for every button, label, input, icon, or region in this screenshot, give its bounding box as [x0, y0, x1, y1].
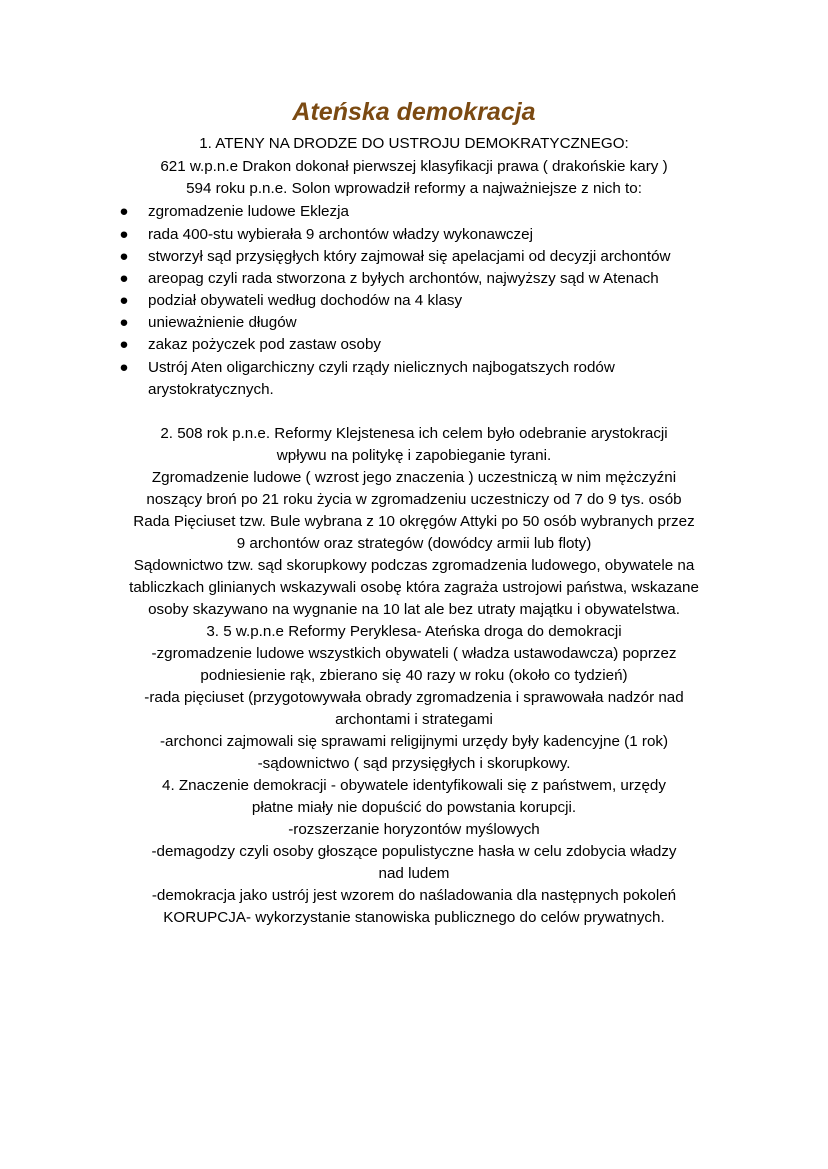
section4-line: KORUPCJA- wykorzystanie stanowiska publicznego do celów prywatnych.: [163, 909, 665, 926]
section2-line: noszący broń po 21 roku życia w zgromadzeniu uczestniczy od 7 do 9 tys. osób: [146, 491, 682, 508]
section2-line: 9 archontów oraz strategów (dowódcy armii lub floty): [236, 535, 592, 552]
section4-line: -demagodzy czyli osoby głoszące populistyczne hasła w celu zdobycia władzy: [151, 843, 677, 860]
section3-line: -archonci zajmowali się sprawami religijnymi urzędy były kadencyjne (1 rok): [159, 733, 669, 750]
bullet-text: podział obywateli według dochodów na 4 klasy: [148, 292, 463, 309]
bullet-icon: ●: [119, 292, 129, 309]
section3-line: -sądownictwo ( sąd przysięgłych i skorupkowy.: [257, 755, 571, 772]
section2-line: 2. 508 rok p.n.e. Reformy Klejstenesa ich celem było odebranie arystokracji: [160, 425, 668, 442]
section3-line: podniesienie rąk, zbierano się 40 razy w roku (około co tydzień): [200, 667, 628, 684]
bullet-text: unieważnienie długów: [148, 314, 297, 331]
section3-line: -zgromadzenie ludowe wszystkich obywateli ( władza ustawodawcza) poprzez: [151, 645, 677, 662]
section4-line: 4. Znaczenie demokracji - obywatele identyfikowali się z państwem, urzędy: [162, 777, 666, 794]
bullet-text: rada 400-stu wybierała 9 archontów władzy wykonawczej: [148, 226, 533, 243]
section1-line: 594 roku p.n.e. Solon wprowadził reformy a najważniejsze z nich to:: [186, 180, 642, 197]
section3-line: 3. 5 w.p.n.e Reformy Peryklesa- Ateńska droga do demokracji: [206, 623, 622, 640]
section4-line: -demokracja jako ustrój jest wzorem do naśladowania dla następnych pokoleń: [151, 887, 677, 904]
section2-line: wpływu na politykę i zapobieganie tyrani.: [276, 447, 552, 464]
bullet-text: zgromadzenie ludowe Eklezja: [148, 203, 349, 220]
bullet-icon: ●: [119, 270, 129, 287]
document-title: Ateńska demokracja: [292, 98, 536, 126]
bullet-icon: ●: [119, 203, 129, 220]
bullet-icon: ●: [119, 336, 129, 353]
bullet-continuation: arystokratycznych.: [148, 381, 274, 398]
section1-line: 621 w.p.n.e Drakon dokonał pierwszej klasyfikacji prawa ( drakońskie kary ): [160, 158, 668, 175]
section1-heading: 1. ATENY NA DRODZE DO USTROJU DEMOKRATYCZNEGO:: [199, 135, 629, 152]
section2-line: Sądownictwo tzw. sąd skorupkowy podczas zgromadzenia ludowego, obywatele na: [133, 557, 695, 574]
section2-line: Rada Pięciuset tzw. Bule wybrana z 10 okręgów Attyki po 50 osób wybranych przez: [133, 513, 695, 530]
section3-line: -rada pięciuset (przygotowywała obrady zgromadzenia i sprawowała nadzór nad: [144, 689, 684, 706]
bullet-icon: ●: [119, 359, 129, 376]
bullet-icon: ●: [119, 248, 129, 265]
section4-line: płatne miały nie dopuścić do powstania korupcji.: [251, 799, 577, 816]
bullet-text: Ustrój Aten oligarchiczny czyli rządy nielicznych najbogatszych rodów: [148, 359, 615, 376]
bullet-text: stworzył sąd przysięgłych który zajmował się apelacjami od decyzji archontów: [148, 248, 671, 265]
section4-line: nad ludem: [378, 865, 450, 882]
bullet-text: areopag czyli rada stworzona z byłych archontów, najwyższy sąd w Atenach: [148, 270, 659, 287]
section3-line: archontami i strategami: [335, 711, 493, 728]
section4-line: -rozszerzanie horyzontów myślowych: [288, 821, 540, 838]
section2-line: tabliczkach glinianych wskazywali osobę która zagraża ustrojowi państwa, wskazane: [129, 579, 699, 596]
bullet-icon: ●: [119, 314, 129, 331]
bullet-icon: ●: [119, 226, 129, 243]
section2-line: Zgromadzenie ludowe ( wzrost jego znaczenia ) uczestniczą w nim mężczyźni: [151, 469, 677, 486]
bullet-text: zakaz pożyczek pod zastaw osoby: [148, 336, 381, 353]
section2-line: osoby skazywano na wygnanie na 10 lat ale bez utraty majątku i obywatelstwa.: [148, 601, 680, 618]
